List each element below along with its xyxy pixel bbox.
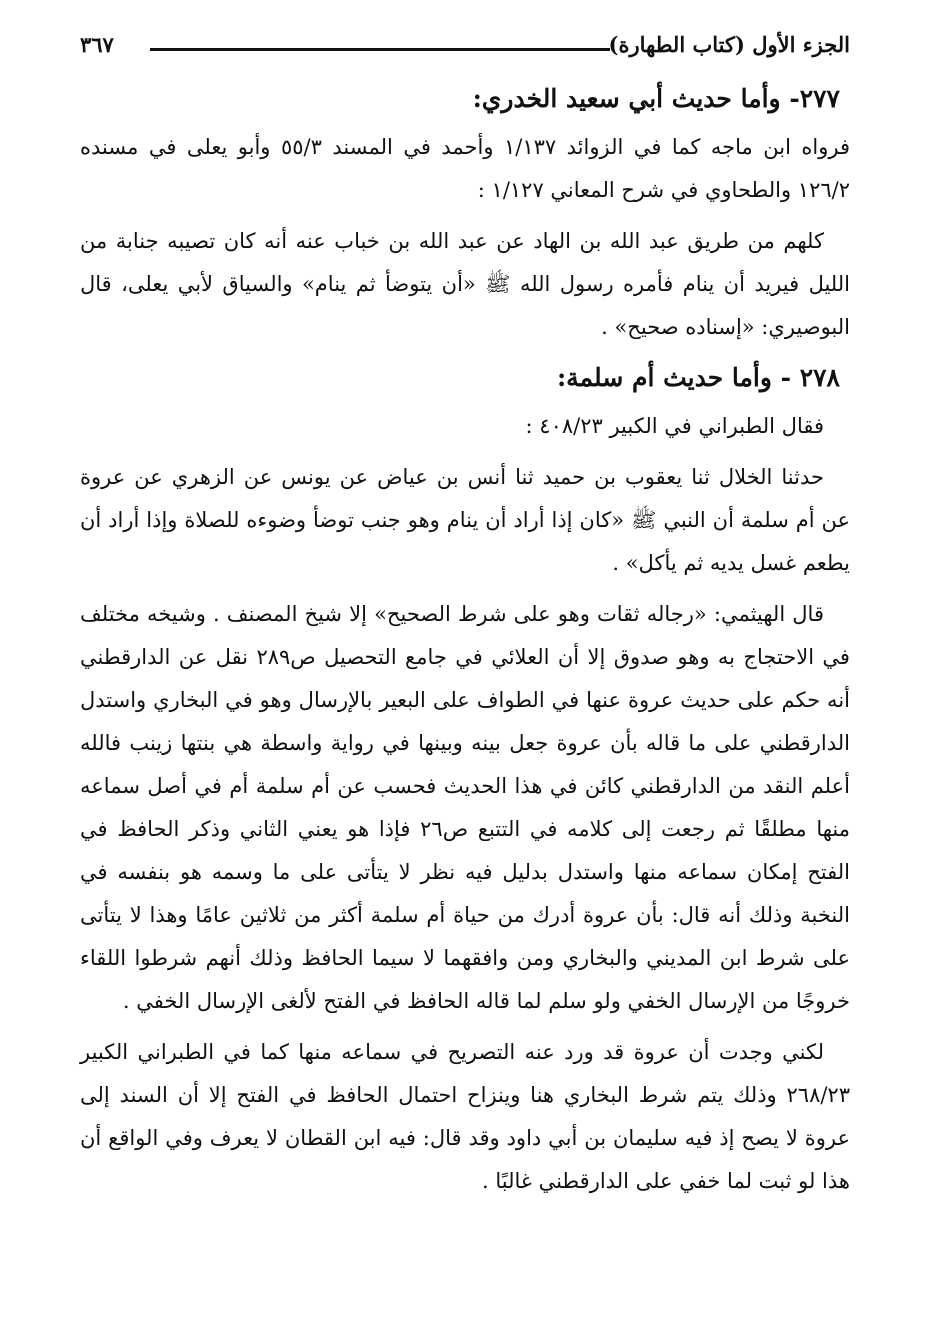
paragraph: فقال الطبراني في الكبير ٤٠٨/٢٣ : bbox=[525, 414, 824, 438]
section-heading-277: ٢٧٧- وأما حديث أبي سعيد الخدري: bbox=[472, 84, 840, 113]
paragraph: فرواه ابن ماجه كما في الزوائد ١/١٣٧ وأحمد في المسند ٥٥/٣ وأبو يعلى في مسنده ١٢٦/٢ والطحاوي في شرح المعاني ١/١٢٧ : bbox=[80, 135, 850, 202]
paragraph: كلهم من طريق عبد الله بن الهاد عن عبد الله بن خباب عنه أنه كان تصيبه جنابة من الليل فيريد أن ينام فأمره رسول الله ﷺ «أن يتوضأ ثم ينام» والسياق لأبي يعلى، قال البوصيري: «إسناده صحيح» . bbox=[80, 229, 850, 339]
page-number: ٣٦٧ bbox=[80, 32, 114, 57]
header-rule bbox=[150, 48, 610, 51]
document-page bbox=[80, 28, 850, 1308]
section-heading-278: ٢٧٨ - وأما حديث أم سلمة: bbox=[556, 363, 840, 392]
paragraph: قال الهيثمي: «رجاله ثقات وهو على شرط الصحيح» إلا شيخ المصنف . وشيخه مختلف في الاحتجاج به وهو صدوق إلا أن العلائي في جامع التحصيل ص٢٨٩ نقل عن الدارقطني أنه حكم على حديث عروة عنها في الطواف على البعير بالإرسال وهو في البخاري واستدل الدارقطني على ما قاله بأن عروة جعل بينه وبينها في رواية واسطة هي بنتها زينب فالله أعلم النقد من الدارقطني كائن في هذا الحديث فحسب عن أم سلمة أم في أصل سماعه منها مطلقًا ثم رجعت إلى كلامه في التتبع ص٢٦ فإذا هو يعني الثاني وذكر الحافظ في الفتح إمكان سماعه منها واستدل بدليل فيه نظر لا يتأتى على ما وسمه هو بنفسه في النخبة وذلك أنه قال: بأن عروة أدرك من حياة أم سلمة أكثر من ثلاثين عامًا وهذا لا يتأتى على شرط ابن المديني والبخاري ومن وافقهما لا سيما الحافظ وذلك أنهم شرطوا اللقاء خروجًا من الإرسال الخفي ولو سلم لما قاله الحافظ في الفتح لألغى الإرسال الخفي . bbox=[80, 602, 850, 1013]
header-title: الجزء الأول (كتاب الطهارة) bbox=[601, 32, 850, 57]
paragraph: لكني وجدت أن عروة قد ورد عنه التصريح في سماعه منها كما في الطبراني الكبير ٢٦٨/٢٣ وذلك يتم شرط البخاري هنا وينزاح احتمال الحافظ في الفتح إلا أن السند إلى عروة لا يصح إذ فيه سليمان بن أبي داود وقد قال: فيه ابن القطان لا يعرف وفي الواقع أن هذا لو ثبت لما خفي على الدارقطني غالبًا . bbox=[80, 1040, 850, 1193]
running-header bbox=[80, 28, 850, 68]
paragraph: حدثنا الخلال ثنا يعقوب بن حميد ثنا أنس بن عياض عن يونس عن الزهري عن عروة عن أم سلمة أن النبي ﷺ «كان إذا أراد أن ينام وهو جنب توضأ وضوءه للصلاة وإذا أراد أن يطعم غسل يديه ثم يأكل» . bbox=[80, 465, 850, 575]
